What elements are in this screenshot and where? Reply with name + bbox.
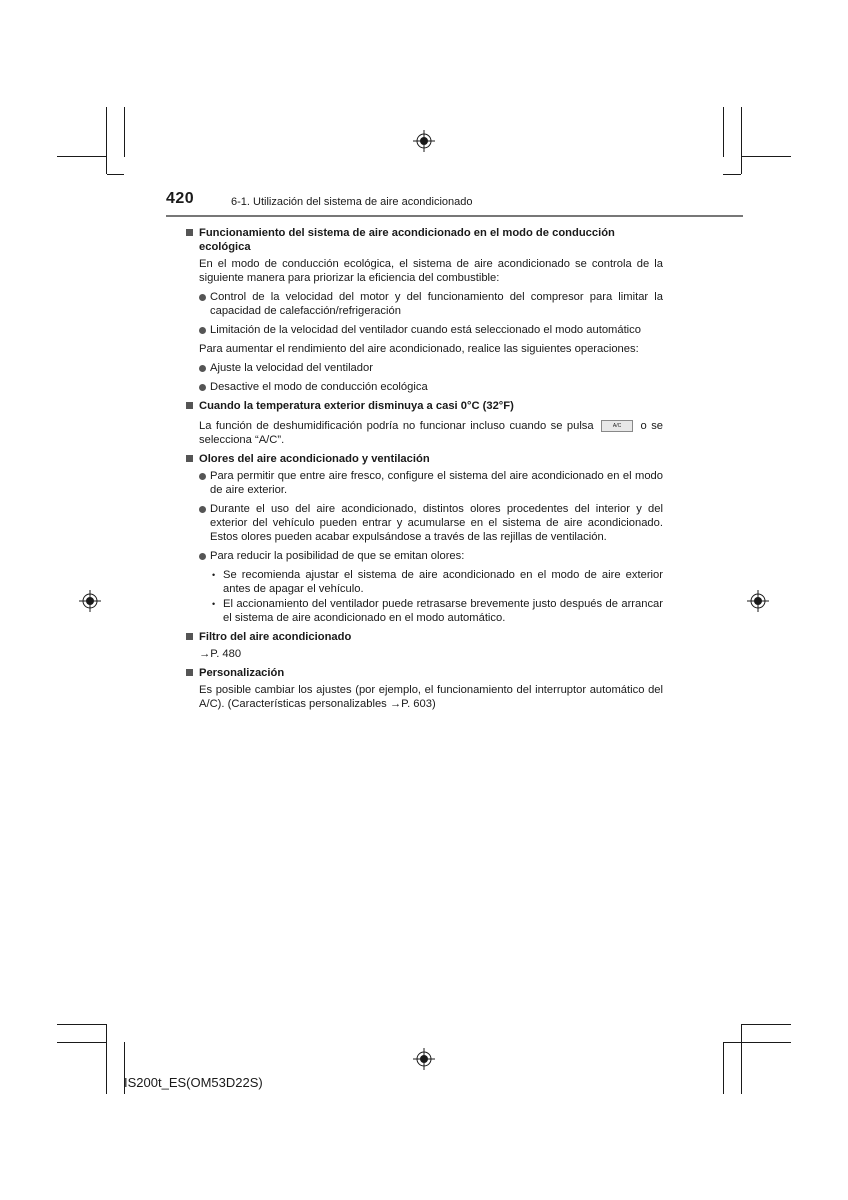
crop-mark-top-left-v2 bbox=[106, 107, 107, 174]
temperature-text-before: La función de deshumidificación podría no funcionar incluso cuando se pulsa bbox=[199, 420, 594, 432]
odors-bullet-fresh-air: Para permitir que entre aire fresco, configure el sistema del aire acondicionado en el modo de aire exterior. bbox=[199, 469, 663, 497]
odors-sub-fan-delay: • El accionamiento del ventilador puede retrasarse brevemente justo después de arrancar el sistema de aire acondicionado en el modo automático. bbox=[210, 597, 663, 625]
registration-mark-top-icon bbox=[413, 130, 435, 152]
page-number: 420 bbox=[166, 190, 195, 207]
crop-mark-top-left-h bbox=[57, 156, 107, 157]
filter-page-reference: →P. 480 bbox=[199, 648, 242, 660]
document-code: IS200t_ES(OM53D22S) bbox=[124, 1075, 263, 1090]
crop-mark-top-left-h2 bbox=[107, 174, 124, 175]
eco-bullet-compressor: Control de la velocidad del motor y del funcionamiento del compresor para limitar la capacidad de calefacción/refrigeración bbox=[199, 290, 663, 318]
crop-mark-top-right-h bbox=[741, 156, 791, 157]
registration-mark-bottom-icon bbox=[413, 1048, 435, 1070]
crop-mark-top-right-v2 bbox=[741, 107, 742, 174]
registration-mark-left-icon bbox=[79, 590, 101, 612]
crop-mark-bottom-left-v bbox=[106, 1024, 107, 1094]
eco-bullet-disable-eco: Desactive el modo de conducción ecológica bbox=[199, 380, 663, 394]
crop-mark-top-right-h2 bbox=[723, 174, 741, 175]
registration-mark-right-icon bbox=[747, 590, 769, 612]
chapter-title: 6-1. Utilización del sistema de aire acondicionado bbox=[231, 196, 473, 208]
section-heading-eco: Funcionamiento del sistema de aire acondicionado en el modo de conducción ecológica bbox=[186, 226, 663, 254]
eco-intro: En el modo de conducción ecológica, el sistema de aire acondicionado se controla de la siguiente manera para priorizar la eficiencia del combustible: bbox=[199, 258, 663, 284]
section-heading-customization: Personalización bbox=[186, 666, 663, 680]
crop-mark-bottom-right-h bbox=[741, 1024, 791, 1025]
crop-mark-top-left-v bbox=[124, 107, 125, 157]
odors-bullet-accumulate: Durante el uso del aire acondicionado, distintos olores procedentes del interior y del exterior del vehículo pueden entrar y acumularse en el sistema de aire acondicionado. Estos olores pueden acabar expulsándose a través de las rejillas de ventilación. bbox=[199, 502, 663, 544]
temperature-text-after: o se selecciona “A/C”. bbox=[199, 420, 664, 446]
crop-mark-bottom-right-v2 bbox=[723, 1042, 724, 1094]
odors-bullet-reduce: Para reducir la posibilidad de que se emitan olores: bbox=[199, 549, 663, 563]
temperature-text bbox=[199, 419, 663, 447]
section-heading-temperature: Cuando la temperatura exterior disminuya a casi 0°C (32°F) bbox=[186, 399, 663, 413]
crop-mark-bottom-right-v bbox=[741, 1024, 742, 1094]
page-content bbox=[186, 226, 663, 716]
crop-mark-top-right-v bbox=[723, 107, 724, 157]
eco-improve-text: Para aumentar el rendimiento del aire acondicionado, realice las siguientes operaciones: bbox=[199, 343, 639, 355]
ac-button-icon: A/C bbox=[601, 420, 633, 432]
header-divider bbox=[166, 215, 743, 217]
eco-bullet-adjust-fan: Ajuste la velocidad del ventilador bbox=[199, 361, 663, 375]
customization-text: Es posible cambiar los ajustes (por ejemplo, el funcionamiento del interruptor automático del A/C). (Características personalizables →P. 603) bbox=[199, 684, 663, 710]
eco-bullet-fan-limit: Limitación de la velocidad del ventilador cuando está seleccionado el modo automático bbox=[199, 323, 663, 337]
section-heading-filter: Filtro del aire acondicionado bbox=[186, 630, 663, 644]
section-heading-odors: Olores del aire acondicionado y ventilación bbox=[186, 452, 663, 466]
crop-mark-bottom-left-h2 bbox=[57, 1024, 107, 1025]
odors-sub-outside-air: • Se recomienda ajustar el sistema de aire acondicionado en el modo de aire exterior antes de apagar el vehículo. bbox=[210, 568, 663, 596]
crop-mark-bottom-left-h bbox=[57, 1042, 107, 1043]
crop-mark-bottom-right-h2 bbox=[723, 1042, 791, 1043]
